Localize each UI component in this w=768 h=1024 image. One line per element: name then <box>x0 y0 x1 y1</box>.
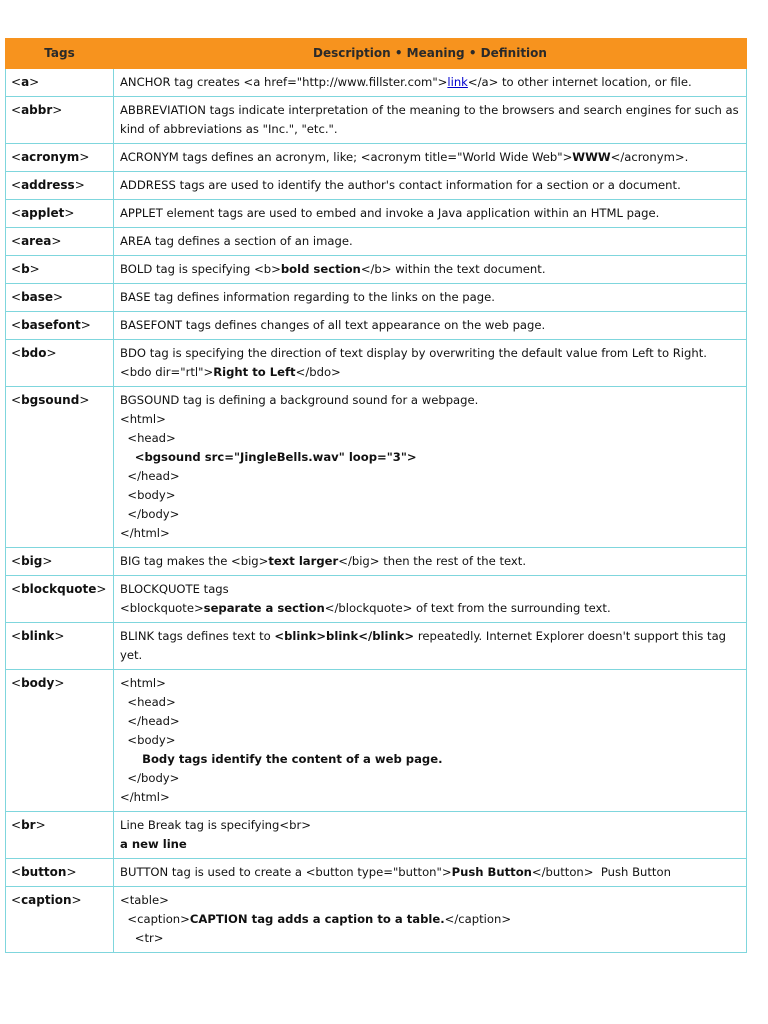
tag-cell: <bgsound> <box>6 387 114 548</box>
table-row <box>6 576 747 623</box>
table-row <box>6 69 747 97</box>
description-line <box>120 101 740 139</box>
table-row <box>6 172 747 200</box>
description-line <box>120 467 740 486</box>
tag-cell: <big> <box>6 548 114 576</box>
tag-cell: <button> <box>6 859 114 887</box>
tag-name: button <box>21 865 67 879</box>
description-line <box>120 232 740 251</box>
text-segment: <tr> <box>120 931 164 945</box>
text-segment: BOLD tag is specifying <b> <box>120 262 281 276</box>
text-segment: repeatedly. Internet Explorer doesn't support this tag yet. <box>120 629 727 662</box>
text-segment: BASE tag defines information regarding to the links on the page. <box>120 290 495 304</box>
tag-cell: <blockquote> <box>6 576 114 623</box>
text-segment: </acronym>. <box>610 150 689 164</box>
description-cell <box>114 172 747 200</box>
description-line <box>120 73 740 92</box>
description-cell <box>114 200 747 228</box>
tag-name: base <box>21 290 54 304</box>
bold-text: bold section <box>280 262 361 276</box>
table-row <box>6 312 747 340</box>
text-segment: ABBREVIATION tags indicate interpretation of the meaning to the browsers and search engines for such as kind of abbreviations as "Inc.", "etc.". <box>120 103 739 136</box>
description-line <box>120 505 740 524</box>
text-segment: BASEFONT tags defines changes of all text appearance on the web page. <box>120 318 546 332</box>
description-line <box>120 316 740 335</box>
text-segment: BGSOUND tag is defining a background sound for a webpage. <box>120 393 479 407</box>
text-segment: </head> <box>120 714 180 728</box>
description-line <box>120 750 740 769</box>
bold-text: CAPTION tag adds a caption to a table. <box>189 912 445 926</box>
tag-name: applet <box>21 206 65 220</box>
tag-name: blockquote <box>21 582 97 596</box>
table-row <box>6 859 747 887</box>
tag-name: basefont <box>21 318 81 332</box>
text-segment <box>120 450 135 464</box>
tag-name: caption <box>21 893 72 907</box>
tag-name: acronym <box>21 150 80 164</box>
description-cell <box>114 256 747 284</box>
bold-text: Push Button <box>451 865 532 879</box>
text-segment: APPLET element tags are used to embed and invoke a Java application within an HTML page. <box>120 206 660 220</box>
table-row <box>6 200 747 228</box>
description-cell <box>114 312 747 340</box>
tag-name: big <box>21 554 43 568</box>
description-cell <box>114 576 747 623</box>
text-segment <box>120 752 142 766</box>
description-cell <box>114 97 747 144</box>
example-link[interactable]: link <box>447 75 468 89</box>
text-segment: </bdo> <box>295 365 341 379</box>
description-line <box>120 552 740 571</box>
tag-cell: <area> <box>6 228 114 256</box>
text-segment: <html> <box>120 412 166 426</box>
description-line <box>120 204 740 223</box>
tag-name: blink <box>21 629 55 643</box>
description-cell <box>114 859 747 887</box>
description-line <box>120 288 740 307</box>
bold-text: <bgsound src="JingleBells.wav" loop="3"> <box>134 450 417 464</box>
bold-text: text larger <box>268 554 339 568</box>
table-row <box>6 284 747 312</box>
description-line <box>120 788 740 807</box>
tag-name: address <box>21 178 75 192</box>
bold-text: WWW <box>572 150 611 164</box>
text-segment: </button> Push Button <box>531 865 671 879</box>
description-cell <box>114 69 747 97</box>
text-segment: </html> <box>120 526 170 540</box>
tag-name: bdo <box>21 346 47 360</box>
description-cell <box>114 144 747 172</box>
description-line <box>120 731 740 750</box>
tag-cell: <caption> <box>6 887 114 953</box>
table-row <box>6 228 747 256</box>
table-row <box>6 340 747 387</box>
description-column-header: Description • Meaning • Definition <box>114 39 747 69</box>
tag-name: bgsound <box>21 393 80 407</box>
tag-cell: <acronym> <box>6 144 114 172</box>
description-cell <box>114 887 747 953</box>
table-row <box>6 97 747 144</box>
tag-name: br <box>21 818 36 832</box>
text-segment: <html> <box>120 676 166 690</box>
table-row <box>6 256 747 284</box>
description-line <box>120 148 740 167</box>
description-line <box>120 693 740 712</box>
text-segment: <body> <box>120 733 176 747</box>
table-row <box>6 387 747 548</box>
text-segment: BUTTON tag is used to create a <button type="button"> <box>120 865 452 879</box>
tag-cell: <base> <box>6 284 114 312</box>
tags-column-header: Tags <box>6 39 114 69</box>
description-line <box>120 627 740 665</box>
tag-cell: <abbr> <box>6 97 114 144</box>
description-cell <box>114 284 747 312</box>
tag-name: abbr <box>21 103 53 117</box>
text-segment: </caption> <box>444 912 512 926</box>
text-segment: </body> <box>120 507 180 521</box>
tag-cell: <br> <box>6 812 114 859</box>
description-line <box>120 524 740 543</box>
description-line <box>120 599 740 618</box>
header-row <box>6 39 747 69</box>
text-segment: BIG tag makes the <big> <box>120 554 269 568</box>
description-line <box>120 410 740 429</box>
description-line <box>120 391 740 410</box>
text-segment: ACRONYM tags defines an acronym, like; <acronym title="World Wide Web"> <box>120 150 573 164</box>
description-line <box>120 863 740 882</box>
tag-cell: <applet> <box>6 200 114 228</box>
tag-cell: <body> <box>6 670 114 812</box>
description-line <box>120 910 740 929</box>
tag-name: area <box>21 234 52 248</box>
description-line <box>120 344 740 382</box>
text-segment: <body> <box>120 488 176 502</box>
html-tags-table <box>5 38 747 953</box>
description-cell <box>114 812 747 859</box>
tag-cell: <basefont> <box>6 312 114 340</box>
tag-cell: <b> <box>6 256 114 284</box>
tag-cell: <address> <box>6 172 114 200</box>
description-line <box>120 486 740 505</box>
description-cell <box>114 548 747 576</box>
description-line <box>120 712 740 731</box>
text-segment: AREA tag defines a section of an image. <box>120 234 353 248</box>
description-cell <box>114 387 747 548</box>
description-line <box>120 429 740 448</box>
table-row <box>6 144 747 172</box>
text-segment: </head> <box>120 469 180 483</box>
text-segment: Line Break tag is specifying<br> <box>120 818 311 832</box>
table-row <box>6 548 747 576</box>
description-cell <box>114 670 747 812</box>
text-segment: <head> <box>120 695 176 709</box>
table-row <box>6 812 747 859</box>
tag-name: b <box>21 262 30 276</box>
description-line <box>120 816 740 835</box>
description-cell <box>114 623 747 670</box>
text-segment: </body> <box>120 771 180 785</box>
description-line <box>120 835 740 854</box>
text-segment: BLINK tags defines text to <box>120 629 275 643</box>
tag-cell: <bdo> <box>6 340 114 387</box>
text-segment: ADDRESS tags are used to identify the author's contact information for a section or a document. <box>120 178 681 192</box>
text-segment: </big> then the rest of the text. <box>338 554 527 568</box>
text-segment: BLOCKQUOTE tags <box>120 582 229 596</box>
tag-name: body <box>21 676 55 690</box>
text-segment: <caption> <box>120 912 190 926</box>
description-cell <box>114 340 747 387</box>
text-segment: </blockquote> of text from the surrounding text. <box>324 601 611 615</box>
bold-text: Body tags identify the content of a web page. <box>142 752 443 766</box>
tag-cell: <blink> <box>6 623 114 670</box>
bold-text: a new line <box>120 837 187 851</box>
text-segment: </b> within the text document. <box>360 262 546 276</box>
text-segment: </html> <box>120 790 170 804</box>
text-segment: BDO tag is specifying the direction of text display by overwriting the default value from Left to Right. <bdo dir="rtl"> <box>120 346 707 379</box>
text-segment: <head> <box>120 431 176 445</box>
text-segment: <blockquote> <box>120 601 204 615</box>
bold-text: Right to Left <box>213 365 296 379</box>
table-row <box>6 623 747 670</box>
description-line <box>120 769 740 788</box>
text-segment: <table> <box>120 893 169 907</box>
description-line <box>120 891 740 910</box>
table-row <box>6 887 747 953</box>
description-line <box>120 176 740 195</box>
text-segment: </a> to other internet location, or file. <box>467 75 692 89</box>
bold-text: <blink>blink</blink> <box>274 629 415 643</box>
description-line <box>120 580 740 599</box>
tag-cell: <a> <box>6 69 114 97</box>
bold-text: separate a section <box>203 601 325 615</box>
table-body <box>6 69 747 953</box>
description-line <box>120 260 740 279</box>
description-line <box>120 448 740 467</box>
description-line <box>120 929 740 948</box>
description-cell <box>114 228 747 256</box>
description-line <box>120 674 740 693</box>
text-segment: ANCHOR tag creates <a href="http://www.fillster.com"> <box>120 75 448 89</box>
tag-name: a <box>21 75 30 89</box>
table-row <box>6 670 747 812</box>
